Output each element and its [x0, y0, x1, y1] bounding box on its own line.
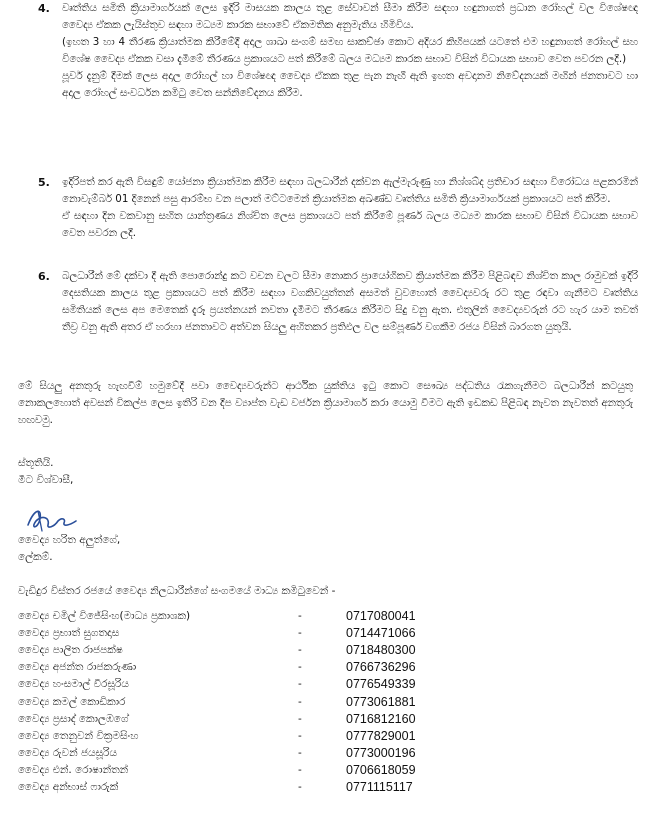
separator-dash: -: [298, 678, 302, 691]
separator-dash: -: [298, 610, 302, 623]
table-row: [18, 779, 416, 796]
contact-name: වෛද්‍ය පාලිත රාජපක්ෂ: [18, 644, 123, 657]
closing-paragraph: මේ සියලු අනතුරු හැඟවීම් හමුවේදී පවා වෛද්‍යවරුන්ට ආර්ථික යුක්තිය ඉටු කොට සෞඛ්‍ය පද්ධතිය රැකගැනීමට බලධාරීන් කටයුතු නොකලහොත් අවසන් විකල්ප ලෙස ඉතිරි වන දීප ව්‍යාප්ත වැඩ වර්ජන ක්‍රියාමාර්ග කරා යොමු වීමට ඇති ඉඩකඩ පිළිබඳ නැවත නැවතත් අනතුරු හඟවමු.: [18, 380, 633, 426]
contacts-heading: වැඩිදුර විස්තර රජයේ වෛද්‍ය නිලධාරීන්ගේ සංගමයේ මාධ්‍ය කමිටුවෙන් -: [18, 585, 336, 597]
contact-name: වෛද්‍ය රුවන් ජයසූරිය: [18, 746, 118, 759]
contact-name: වෛද්‍ය ප්‍රසාද් කොලඹගේ: [18, 712, 129, 725]
contact-phone: 0777829001: [346, 728, 416, 743]
separator-dash: -: [298, 780, 302, 793]
table-row: [18, 659, 416, 676]
table-row: [18, 625, 416, 642]
contact-phone: 0706618059: [346, 762, 416, 777]
item-paragraph: බලධාරීන් මේ දක්වා දී ඇති පොරොන්දු කට වචන වලට සීමා නොකර ප්‍රායෝගිකව ක්‍රියාත්මක කිරීම පිළිබඳව නිශ්චිත කාල රාමුවක් ඉදිරි දෙසතියක කාලය තුළ ප්‍රකාශයට පත් කිරීම සඳහා වගකිවයුත්තන් අසමත් වුවහොත් වෛද්‍යවරු රට තුළ රඳවා ගැනීමට වෘත්තිය සමිතියක් ලෙස අප මෙතෙක් දැරූ ප්‍රයත්නයන් නවතා දැමීමට තීරණය කිරීමට සිදු වනු ඇත. එතුලින් වෛද්‍යවරුන් රට හැර යාම තවත් තීව්‍ර වනු ඇති අතර ඒ හරහා ජනතාවට අත්වන සියලු අහිතකර ප්‍රතිඵල වල සම්පූර්ණ වගකීම රජය විසින් බාරගත යුතුයි.: [62, 270, 638, 333]
item-number: 6.: [38, 270, 50, 283]
contact-phone: 0773000196: [346, 745, 416, 760]
contact-phone: 0766736296: [346, 660, 416, 675]
contact-name: වෛද්‍ය තෙනුවන් වික්‍රමසිංහ: [18, 729, 139, 742]
decision-item-4: [18, 0, 638, 102]
separator-dash: -: [298, 627, 302, 640]
contact-name: වෛද්‍ය කමල් කොඩිකාර: [18, 695, 126, 708]
contact-phone: 0773061881: [346, 694, 416, 709]
separator-dash: -: [298, 763, 302, 776]
faithfully-text: මීට විශ්වාසී,: [18, 474, 74, 486]
contact-name: වෛද්‍ය අන්භාස් ෆාරුක්: [18, 780, 119, 793]
contact-phone: 0717080041: [346, 609, 416, 624]
table-row: [18, 676, 416, 693]
table-row: [18, 642, 416, 659]
contact-name: වෛද්‍ය හංසමාල් වීරසූරිය: [18, 678, 129, 691]
signature: [20, 503, 90, 535]
signatory-name: වෛද්‍ය හරිත අලුත්ගේ,: [18, 534, 121, 546]
table-row: [18, 693, 416, 710]
contacts-table: [18, 608, 416, 796]
table-row: [18, 608, 416, 625]
item-note-paragraph: (ඉහත 3 හා 4 තීරණ ක්‍රියාත්මක කිරීමේදී අදාල ශාඛා සංගම් සමඟ සාකච්ඡා කොට අදියර කිහිපයක් යටතේ එම හඳුනාගත් රෝහල් සහ විශේෂ වෛද්‍ය ඒකක වසා දැමීමේ තීරණය ප්‍රකාශයට පත් කිරීමේ බලය මධ්‍යම කාරක සභාව විසින් විධායක සභාව වෙත පවරන ලදී.): [62, 36, 638, 65]
table-row: [18, 762, 416, 779]
separator-dash: -: [298, 729, 302, 742]
separator-dash: -: [298, 644, 302, 657]
contact-phone: 0718480300: [346, 643, 416, 658]
separator-dash: -: [298, 695, 302, 708]
contact-phone: 0776549339: [346, 677, 416, 692]
table-row: [18, 711, 416, 728]
contact-name: වෛද්‍ය එන්. රොෂාන්තන්: [18, 763, 129, 776]
item-number: 4.: [38, 2, 50, 15]
contact-name: වෛද්‍ය චමිල් විජේසිංහ(මාධ්‍ය ප්‍රකාශක): [18, 610, 191, 623]
contact-name: වෛද්‍ය අජන්ත රාජකරුණා: [18, 661, 137, 674]
separator-dash: -: [298, 712, 302, 725]
separator-dash: -: [298, 746, 302, 759]
table-row: [18, 745, 416, 762]
contact-name: වෛද්‍ය ප්‍රභාත් සුගතදාස: [18, 627, 120, 640]
item-number: 5.: [38, 176, 50, 189]
contact-phone: 0716812160: [346, 711, 416, 726]
item-paragraph: ඉදිරිපත් කර ඇති විසඳුම් යෝජනා ක්‍රියාත්මක කිරීම සඳහා බලධාරීන් දක්වන ඇල්මැරුණු හා නිශ්ශබ්ද ප්‍රතිචාර සඳහා විරෝධය පළකරමින් නොවැම්බර් 01 දිනෙන් පසු ආරම්භ වන පලාත් මට්ටමෙන් ක්‍රියාත්මක අඛණ්ඩ වෘත්තිය සමිති ක්‍රියාමාර්ගයක් ප්‍රකාශයට පත් කිරීම.: [62, 176, 638, 205]
contact-phone: 0714471066: [346, 626, 416, 641]
item-paragraph: පූර්ව දැනුම් දීමක් ලෙස අදාල රෝහල් හා විශේෂඥ වෛද්‍ය ඒකක තුළ පැන නැඟී ඇති ඉහත අවදානම නිවේදනයක් මඟින් ජනතාවට හා අදාල රෝහල් සංවර්ධන කමිටු වෙත සන්නිවේදනය කිරීම.: [62, 70, 638, 99]
separator-dash: -: [298, 661, 302, 674]
decision-item-6: [18, 268, 638, 336]
decision-item-5: [18, 174, 638, 242]
signatory-title: ලේකම්.: [18, 551, 53, 563]
thanks-text: ස්තූතියි.: [18, 457, 54, 469]
table-row: [18, 728, 416, 745]
item-paragraph: ඒ සඳහා දින වකවානු සහිත යාන්ත්‍රණය නිශ්චිත ලෙස ප්‍රකාශයට පත් කිරීමේ පූර්ණ බලය මධ්‍යම කාරක සභාව විසින් විධායක සභාව වෙත පවරන ලදී.: [62, 210, 638, 239]
contact-phone: 0771115117: [346, 779, 413, 794]
item-paragraph: වෘත්තිය සමිති ක්‍රියාමාර්ගයක් ලෙස ඉදිරි මාසයක කාලය තුළ සේවාවන් සීමා කිරීම සඳහා හඳුනාගත් ප්‍රධාන රෝහල් වල විශේෂඥ වෛද්‍ය ඒකක ලැයිස්තුව සඳහා මධ්‍යම කාරක සභාවේ ඒකමතික අනුමැතිය හිමිවිය.: [62, 2, 638, 31]
